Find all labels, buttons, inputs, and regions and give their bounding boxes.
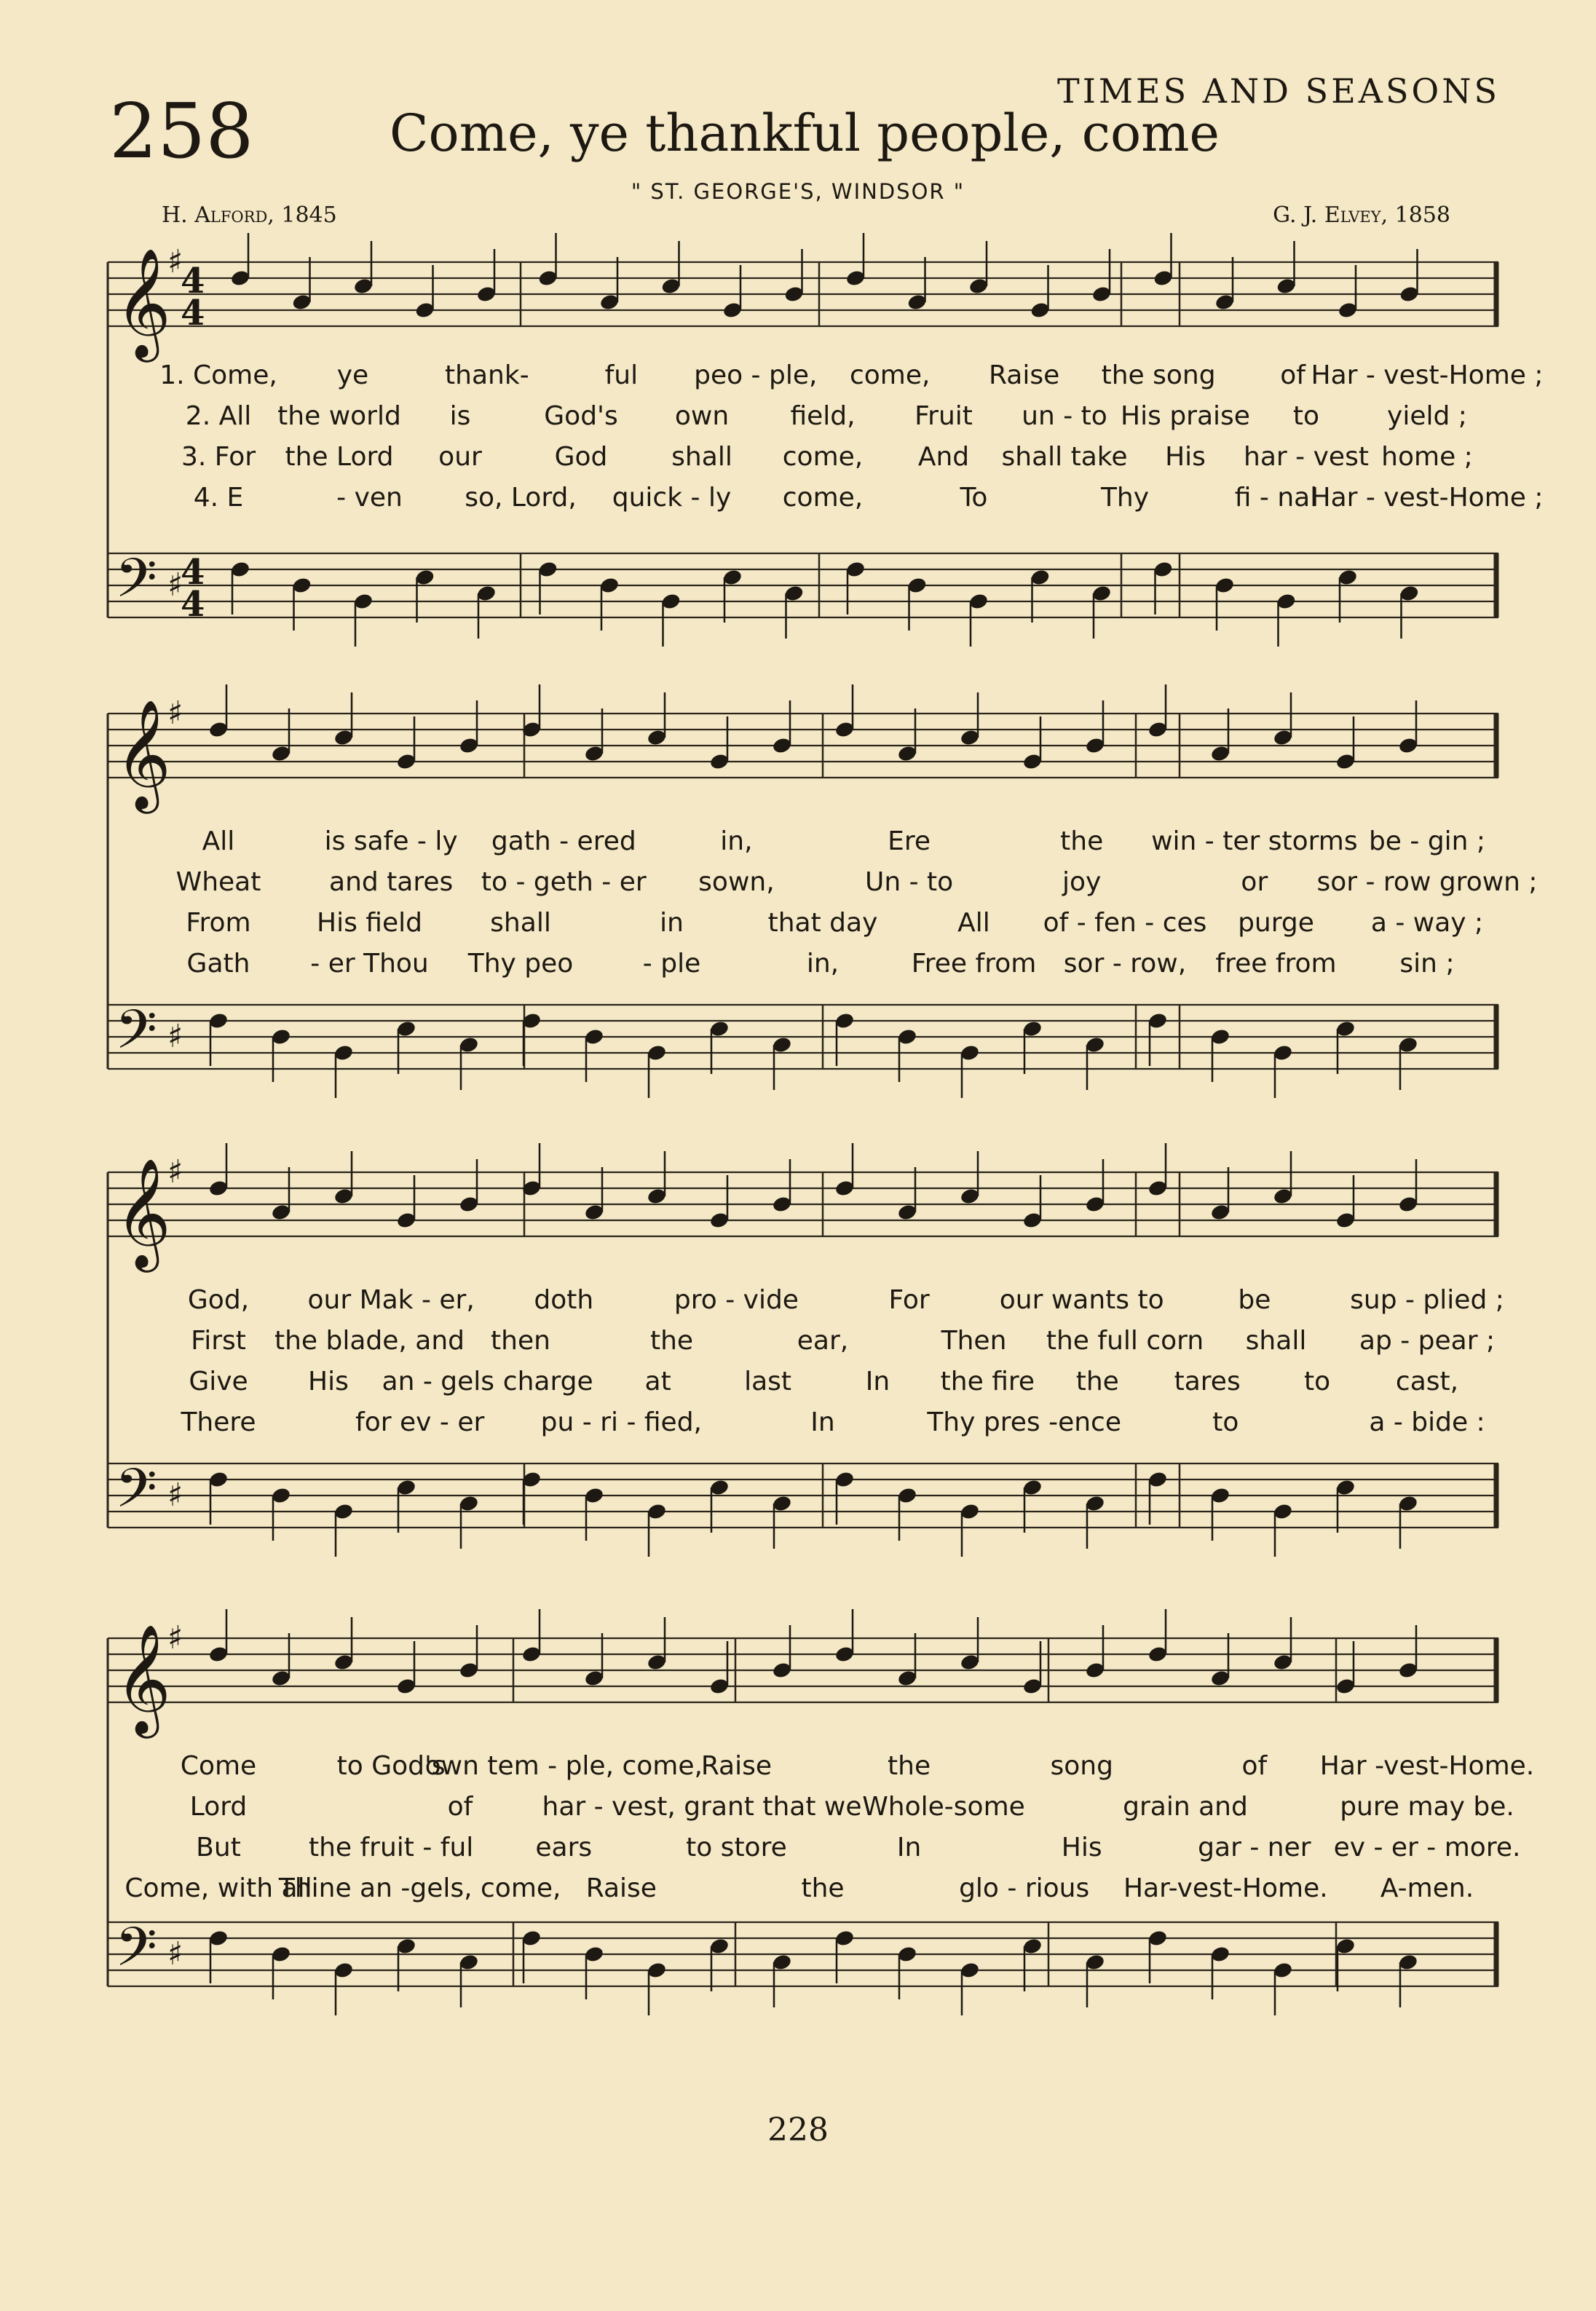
lyric-word: ears: [535, 1833, 593, 1862]
lyric-word: Lord: [189, 1792, 248, 1822]
lyric-word: To: [960, 483, 988, 513]
lyric-word: peo - ple,: [694, 360, 818, 390]
lyric-word: tares: [1174, 1367, 1241, 1397]
lyric-word: is safe - ly: [324, 826, 458, 856]
lyric-word: pu - ri - fied,: [540, 1407, 702, 1437]
hymn-number: 258: [109, 87, 254, 175]
lyric-word: the Lord: [285, 442, 394, 472]
lyric-word: Thine an -gels, come,: [278, 1873, 561, 1903]
lyric-word: 3. For: [181, 442, 256, 472]
bass-clef-icon: 𝄢: [115, 998, 157, 1075]
lyric-word: the world: [277, 401, 401, 431]
lyric-word: be: [1238, 1285, 1271, 1315]
lyric-word: in: [660, 908, 684, 938]
lyric-word: glo - rious: [959, 1873, 1090, 1903]
key-signature-sharp-icon: ♯: [167, 695, 183, 732]
lyric-word: an - gels: [382, 1367, 495, 1397]
lyric-word: Come: [180, 1751, 257, 1781]
lyric-word: the: [801, 1873, 845, 1903]
lyric-word: All: [957, 908, 990, 938]
lyric-word: sown,: [698, 867, 775, 897]
lyric-word: or: [1241, 867, 1268, 897]
lyric-word: gath - ered: [491, 826, 636, 856]
lyric-word: a - bide :: [1369, 1407, 1485, 1437]
lyric-word: come,: [782, 483, 864, 513]
lyric-word: In: [865, 1367, 890, 1397]
lyric-word: the full corn: [1046, 1326, 1204, 1356]
lyric-word: - er Thou: [310, 949, 429, 979]
lyric-word: doth: [534, 1285, 594, 1315]
lyric-word: cast,: [1395, 1367, 1459, 1397]
lyric-word: First: [191, 1326, 246, 1356]
lyric-verse-1: [0, 360, 1596, 397]
time-signature-bottom: 4: [181, 293, 205, 333]
lyric-verse-2: [0, 867, 1596, 904]
lyric-word: is: [449, 401, 471, 431]
lyric-word: at: [644, 1367, 671, 1397]
bass-staff: [108, 1922, 1498, 1986]
treble-staff: [108, 1638, 1498, 1702]
lyric-word: Free from: [911, 949, 1037, 979]
lyric-word: Wheat: [175, 867, 261, 897]
lyric-verse-1: [0, 1285, 1596, 1322]
lyric-word: His: [1165, 442, 1206, 472]
lyric-word: ev - er - more.: [1333, 1833, 1521, 1862]
hymn-title: Come, ye thankful people, come: [390, 103, 1220, 163]
lyric-word: of: [1280, 360, 1305, 390]
lyric-word: win - ter storms: [1151, 826, 1358, 856]
lyric-word: in,: [806, 949, 840, 979]
lyric-word: of: [447, 1792, 473, 1822]
lyric-word: Come, with all: [125, 1873, 312, 1903]
lyric-word: Then: [941, 1326, 1007, 1356]
lyric-word: pro - vide: [673, 1285, 799, 1315]
lyric-word: to store: [686, 1833, 787, 1862]
treble-clef-icon: 𝄞: [115, 1623, 171, 1734]
lyric-word: God,: [187, 1285, 250, 1315]
time-signature-bottom: 4: [181, 584, 205, 625]
key-signature-sharp-icon: ♯: [167, 1018, 183, 1055]
lyric-word: In: [810, 1407, 835, 1437]
lyric-word: to: [1304, 1367, 1331, 1397]
lyric-word: Gath: [186, 949, 250, 979]
lyric-word: to: [1212, 1407, 1239, 1437]
lyric-word: Thy: [1100, 483, 1150, 513]
lyric-word: for ev - er: [355, 1407, 485, 1437]
lyric-word: home ;: [1381, 442, 1473, 472]
lyric-word: grain and: [1123, 1792, 1248, 1822]
lyric-verse-2: [0, 1792, 1596, 1828]
key-signature-sharp-icon: ♯: [167, 1619, 183, 1656]
lyric-word: the song: [1101, 360, 1216, 390]
lyric-word: Ere: [888, 826, 931, 856]
lyric-word: be - gin ;: [1368, 826, 1486, 856]
lyric-word: All: [202, 826, 235, 856]
lyric-verse-1: [0, 1751, 1596, 1787]
lyric-word: Har - vest-Home ;: [1311, 360, 1544, 390]
lyric-word: of - fen - ces: [1043, 908, 1207, 938]
key-signature-sharp-icon: ♯: [167, 243, 183, 280]
lyric-word: last: [744, 1367, 791, 1397]
lyric-word: so, Lord,: [465, 483, 577, 513]
lyric-word: purge: [1238, 908, 1314, 938]
lyric-word: our Mak - er,: [307, 1285, 475, 1315]
lyric-word: the: [1075, 1367, 1119, 1397]
lyric-word: 2. All: [185, 401, 252, 431]
lyric-word: Raise: [700, 1751, 773, 1781]
lyric-word: His field: [317, 908, 422, 938]
lyric-word: ap - pear ;: [1359, 1326, 1496, 1356]
key-signature-sharp-icon: ♯: [167, 1153, 183, 1190]
lyric-word: har - vest, grant that we: [542, 1792, 862, 1822]
treble-clef-icon: 𝄞: [115, 247, 171, 357]
lyric-word: A-men.: [1380, 1873, 1474, 1903]
lyric-word: God: [554, 442, 608, 472]
lyric-word: 1. Come,: [159, 360, 277, 390]
lyric-word: ye: [336, 360, 369, 390]
lyric-verse-2: [0, 401, 1596, 438]
time-signature-top: 4: [181, 261, 205, 301]
lyric-word: Har - vest-Home ;: [1311, 483, 1544, 513]
lyric-word: In: [896, 1833, 922, 1862]
lyric-word: of: [1241, 1751, 1268, 1781]
lyric-word: His praise: [1121, 401, 1250, 431]
lyric-word: to - geth - er: [481, 867, 647, 897]
lyric-word: to: [1292, 401, 1320, 431]
lyric-verse-3: [0, 1367, 1596, 1403]
lyric-word: sor - row,: [1063, 949, 1187, 979]
lyric-word: sin ;: [1399, 949, 1455, 979]
lyric-verse-4: [0, 949, 1596, 985]
lyric-word: Fruit: [914, 401, 973, 431]
lyric-word: And: [917, 442, 970, 472]
lyric-verse-4: [0, 1873, 1596, 1910]
lyric-verse-3: [0, 908, 1596, 944]
lyric-word: charge: [502, 1367, 593, 1397]
lyric-word: Give: [189, 1367, 248, 1397]
lyric-word: Raise: [585, 1873, 657, 1903]
lyric-word: shall: [490, 908, 551, 938]
lyric-word: But: [196, 1833, 241, 1862]
time-signature-top: 4: [181, 552, 205, 593]
lyric-word: the fruit - ful: [308, 1833, 474, 1862]
lyric-word: come,: [849, 360, 931, 390]
lyric-verse-3: [0, 1833, 1596, 1869]
lyric-word: quick - ly: [612, 483, 732, 513]
bass-clef-icon: 𝄢: [115, 1916, 157, 1992]
lyric-word: yield ;: [1387, 401, 1467, 431]
author-credit: H. Alford, 1845: [162, 202, 337, 228]
lyric-word: His: [307, 1367, 349, 1397]
lyric-word: - ple: [642, 949, 701, 979]
lyric-word: Raise: [989, 360, 1060, 390]
lyric-word: sor - row grown ;: [1316, 867, 1538, 897]
lyric-word: Un - to: [864, 867, 954, 897]
lyric-word: the: [1060, 826, 1104, 856]
lyric-word: shall take: [1001, 442, 1128, 472]
lyric-word: 4. E: [193, 483, 244, 513]
lyric-word: Whole-some: [862, 1792, 1025, 1822]
lyric-word: to God's: [336, 1751, 446, 1781]
lyric-word: field,: [790, 401, 856, 431]
section-heading: TIMES AND SEASONS: [1057, 71, 1500, 111]
lyric-word: sup - plied ;: [1350, 1285, 1504, 1315]
lyric-word: His: [1061, 1833, 1102, 1862]
lyric-verse-1: [0, 826, 1596, 863]
treble-clef-icon: 𝄞: [115, 698, 171, 809]
lyric-word: pure may be.: [1340, 1792, 1514, 1822]
lyric-word: There: [181, 1407, 256, 1437]
treble-clef-icon: 𝄞: [115, 1157, 171, 1268]
lyric-word: the fire: [940, 1367, 1035, 1397]
tune-name: " ST. GEORGE'S, WINDSOR ": [631, 179, 965, 204]
lyric-word: God's: [544, 401, 618, 431]
lyric-word: own: [674, 401, 730, 431]
lyric-word: har - vest: [1244, 442, 1369, 472]
lyric-word: Har-vest-Home.: [1123, 1873, 1328, 1903]
lyric-verse-2: [0, 1326, 1596, 1362]
lyric-word: fi - nal: [1234, 483, 1318, 513]
lyric-word: our wants to: [999, 1285, 1164, 1315]
lyric-word: shall: [1245, 1326, 1307, 1356]
lyric-word: in,: [720, 826, 753, 856]
page-number: 228: [767, 2111, 829, 2149]
lyric-word: joy: [1062, 867, 1102, 897]
lyric-verse-4: [0, 483, 1596, 519]
lyric-word: Thy pres -ence: [927, 1407, 1121, 1437]
lyric-word: ful: [604, 360, 639, 390]
lyric-word: song: [1050, 1751, 1113, 1781]
key-signature-sharp-icon: ♯: [167, 1477, 183, 1514]
lyric-word: that day: [767, 908, 878, 938]
lyric-word: Har -vest-Home.: [1319, 1751, 1535, 1781]
lyric-word: un - to: [1022, 401, 1107, 431]
lyric-word: ear,: [797, 1326, 849, 1356]
lyric-word: the blade, and: [274, 1326, 465, 1356]
lyric-word: the: [649, 1326, 694, 1356]
bass-clef-icon: 𝄢: [115, 547, 157, 623]
lyric-word: then: [491, 1326, 550, 1356]
lyric-verse-4: [0, 1407, 1596, 1444]
key-signature-sharp-icon: ♯: [167, 566, 183, 604]
lyric-word: the: [888, 1751, 931, 1781]
lyric-word: Thy peo: [467, 949, 574, 979]
lyric-word: free from: [1215, 949, 1337, 979]
lyric-word: and tares: [329, 867, 454, 897]
lyric-word: come,: [782, 442, 864, 472]
composer-credit: G. J. Elvey, 1858: [1273, 202, 1450, 228]
lyric-word: gar - ner: [1198, 1833, 1311, 1862]
lyric-word: a - way ;: [1370, 908, 1484, 938]
lyric-word: own tem - ple, come,: [424, 1751, 703, 1781]
lyric-word: shall: [671, 442, 732, 472]
bass-clef-icon: 𝄢: [115, 1457, 157, 1533]
key-signature-sharp-icon: ♯: [167, 1935, 183, 1972]
lyric-word: From: [186, 908, 251, 938]
lyric-word: our: [438, 442, 482, 472]
lyric-verse-3: [0, 442, 1596, 478]
lyric-word: For: [888, 1285, 930, 1315]
lyric-word: - ven: [336, 483, 403, 513]
lyric-word: thank-: [445, 360, 529, 390]
